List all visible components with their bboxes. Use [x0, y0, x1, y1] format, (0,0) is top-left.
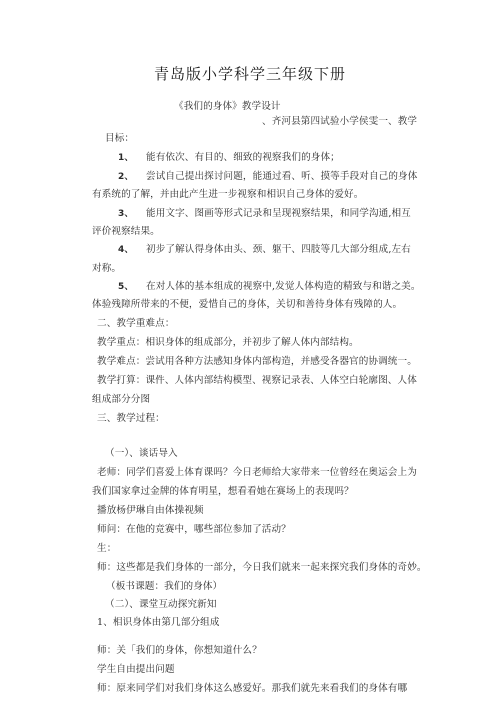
document-subtitle: 《我们的身体》教学设计 [174, 101, 281, 112]
document-title: 青岛版小学科学三年级下册 [153, 65, 346, 83]
goal-text: 能用文字、图画等形式记录和呈现视察结果，和同学沟通,相互 [146, 208, 411, 219]
dialogue-line: 生： [97, 543, 117, 554]
step-heading: 1、相识身体由第几部分组成 [97, 617, 220, 628]
goal-number: 4、 [118, 245, 134, 255]
goal-text: 初步了解认得身体由头、颈、躯干、四肢等几大部分组成,左右 [146, 244, 411, 255]
goal-number: 1、 [118, 153, 134, 163]
key-point: 教学重点：相识身体的组成部分，并初步了解人体内部结构。 [97, 337, 359, 348]
dialogue-line: 老师：同学们喜爱上体育课吗？今日老师给大家带来一位曾经在奥运会上为 [97, 467, 417, 478]
dialogue-line: 师问：在他的竞赛中，哪些部位参加了活动？ [97, 524, 291, 535]
difficult-point: 教学难点：尝试用各种方法感知身体内部构造，并感受各器官的协调统一。 [97, 356, 417, 367]
part-heading: （二）、课堂互动探究新知 [105, 599, 217, 610]
board-note: （板书课题：我们的身体） [106, 581, 223, 592]
goal-number: 3、 [118, 209, 134, 219]
preparation: 教学打算：课件、人体内部结构模型、视察记录表、人体空白轮廓图、人体 [97, 375, 417, 386]
goal-text: 尝试自己提出探讨问题，能通过看、听、摸等手段对自己的身体 [146, 171, 418, 182]
activity-line: 播放杨伊琳自由体操视频 [97, 505, 204, 516]
goal-text-cont: 评价视察结果。 [92, 226, 160, 237]
author-line: 、齐河县第四试验小学侯雯一、教学 [262, 116, 418, 127]
goals-label: 目标： [105, 133, 135, 144]
goal-text-cont: 有系统的了解，并由此产生进一步视察和相识自己身体的爱好。 [92, 189, 364, 200]
dialogue-line-cont: 我们国家拿过金牌的体育明星，想看看她在赛场上的表现吗？ [92, 486, 354, 497]
dialogue-line: 师：原来同学们对我们身体这么感爱好。那我们就先来看我们的身体有哪 [97, 683, 408, 694]
preparation-cont: 组成部分分图 [92, 394, 151, 405]
goal-text: 在对人体的基本组成的视察中,发觉人体构造的精致与和谐之美。 [146, 281, 421, 292]
section-heading: 二、教学重难点： [97, 318, 175, 329]
goal-text: 能有依次、有目的、细致的视察我们的身体； [146, 152, 340, 163]
activity-line: 学生自由提出问题 [97, 664, 175, 675]
part-heading: （一）、谈话导入 [105, 448, 178, 459]
goal-text-cont: 体验残障所带来的不便，爱惜自己的身体，关切和善待身体有残障的人。 [92, 299, 403, 310]
goal-number: 2、 [118, 172, 134, 182]
goal-number: 5、 [118, 282, 134, 292]
section-heading: 三、教学过程： [97, 413, 165, 424]
dialogue-line: 师：关「我们的身体，你想知道什么？ [97, 645, 262, 656]
goal-text-cont: 对称。 [92, 263, 122, 274]
dialogue-line: 师：这些都是我们身体的一部分，今日我们就来一起来探究我们身体的奇妙。 [97, 562, 427, 573]
